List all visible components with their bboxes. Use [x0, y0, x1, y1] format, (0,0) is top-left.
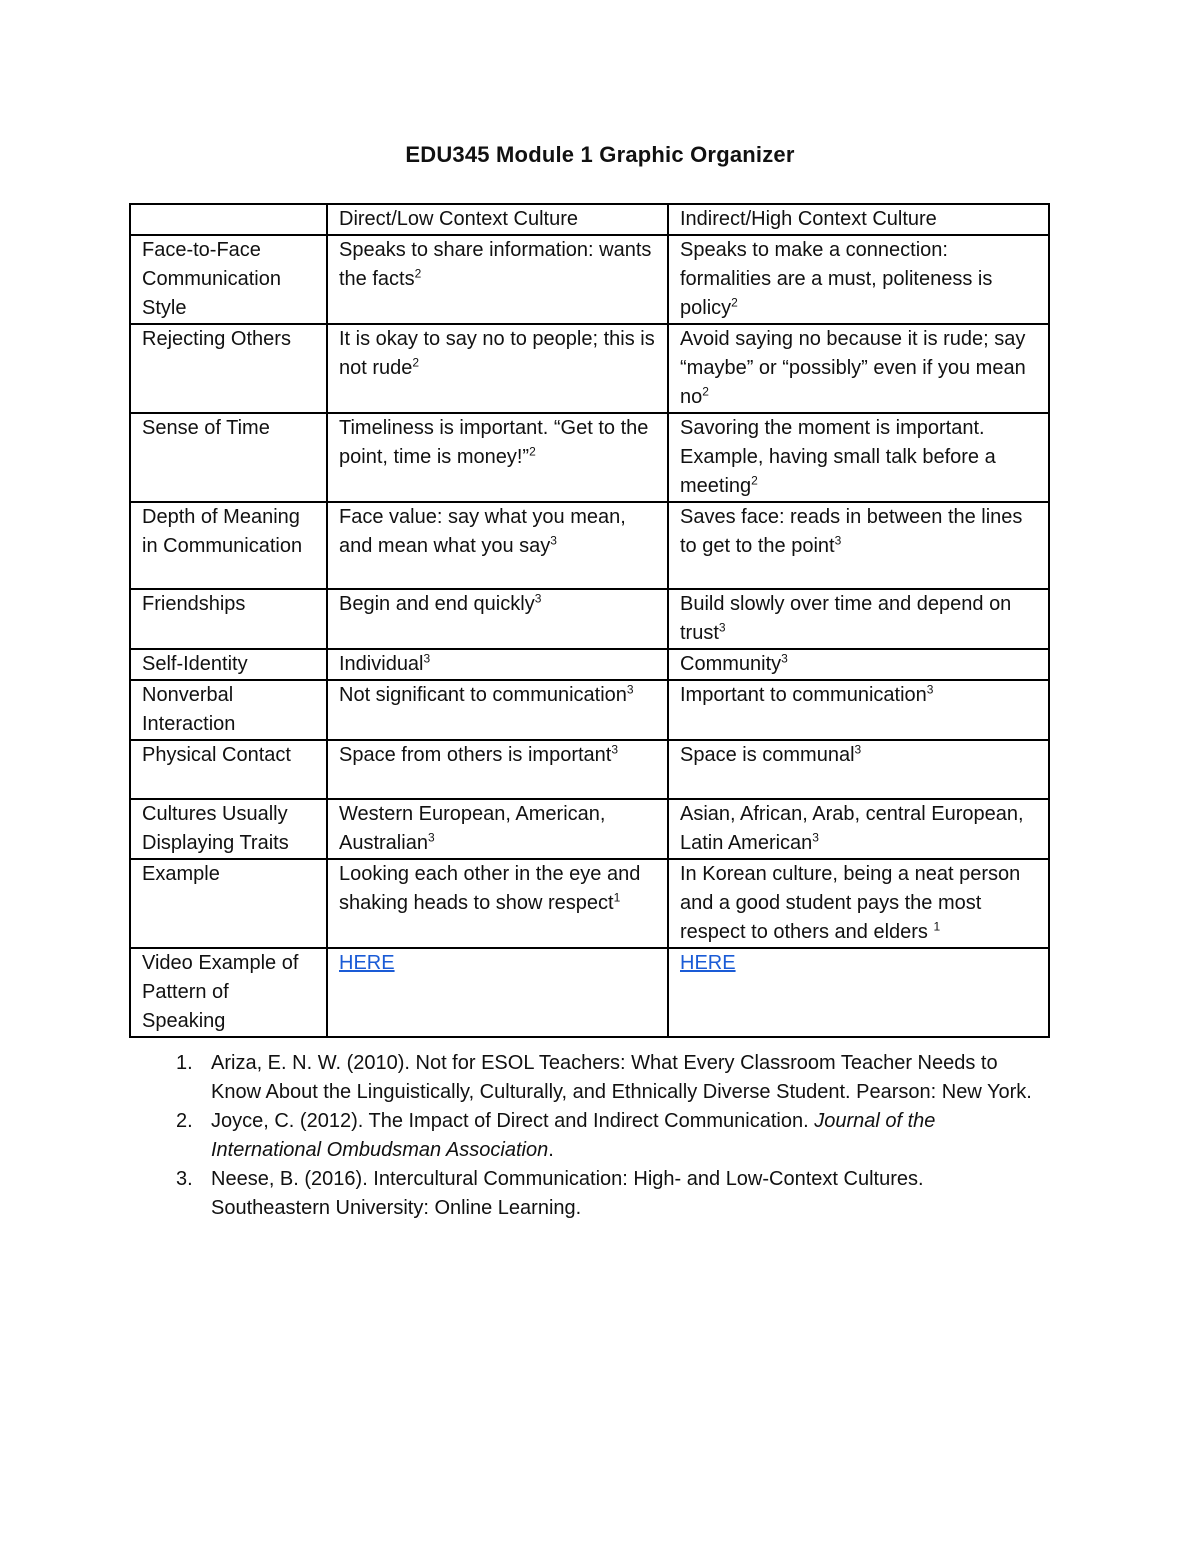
footnote-ref: 3 [427, 830, 435, 845]
footnote-ref: 3 [781, 651, 788, 666]
table-row [130, 948, 1049, 1037]
header-cell-indirect: Indirect/High Context Culture [668, 204, 1049, 235]
table-row [130, 502, 1049, 589]
indirect-cell: Speaks to make a connection: formalities are a must, politeness is policy$^2$ [668, 235, 1049, 324]
indirect-cell: In Korean culture, being a neat person and a good student pays the most respect to others and elders $^1$ [668, 859, 1049, 948]
indirect-cell: Important to communication$^3$ [668, 680, 1049, 740]
direct-cell: Individual$^3$ [327, 649, 668, 680]
table-row [130, 680, 1049, 740]
reference-number: 1. [176, 1052, 193, 1074]
footnote-ref: 3 [423, 651, 431, 666]
reference-text: Neese, B. (2016). Intercultural Communication: High- and Low-Context Cultures. Southeastern University: Online Learning. [211, 1168, 924, 1219]
row-label: Face-to-Face Communication Style [130, 235, 327, 324]
direct-cell: Speaks to share information: wants the facts$^2$ [327, 235, 668, 324]
table-row [130, 859, 1049, 948]
table-row [130, 649, 1049, 680]
direct-cell: Timeliness is important. “Get to the point, time is money!”$^2$ [327, 413, 668, 502]
graphic-organizer-table [129, 203, 1050, 1038]
indirect-cell: Community$^3$ [668, 649, 1049, 680]
table-row [130, 740, 1049, 799]
row-label: Sense of Time [130, 413, 327, 502]
footnote-ref: 2 [412, 355, 420, 370]
footnote-ref: 3 [718, 620, 726, 635]
indirect-cell: Avoid saying no because it is rude; say “maybe” or “possibly” even if you mean $no^2$ [668, 324, 1049, 413]
row-label: Self-Identity [130, 649, 327, 680]
table-header-row [130, 204, 1049, 235]
indirect-cell [668, 948, 1049, 1037]
footnote-ref: 2 [751, 473, 758, 488]
table-row [130, 589, 1049, 649]
row-label: Video Example of Pattern of Speaking [130, 948, 327, 1037]
footnote-ref: 2 [529, 444, 536, 459]
direct-cell: Looking each other in the eye and shaking heads to show respect$^1$ [327, 859, 668, 948]
indirect-cell: Build slowly over time and depend on trust$^3$ [668, 589, 1049, 649]
footnote-ref: 3 [854, 742, 862, 757]
direct-cell: Space from others is important$^3$ [327, 740, 668, 799]
footnote-ref: 3 [926, 682, 934, 697]
direct-cell: It is okay to say no to people; this is not rude$^2$ [327, 324, 668, 413]
reference-number: 3. [176, 1168, 193, 1190]
direct-cell: Begin and end quickly$^3$ [327, 589, 668, 649]
direct-cell: Western European, American, Australian$^3$ [327, 799, 668, 859]
table-row [130, 324, 1049, 413]
reference-item [172, 1165, 1042, 1223]
footnote-ref: 1 [613, 890, 621, 905]
reference-item [172, 1049, 1042, 1107]
header-cell-empty [130, 204, 327, 235]
row-label: Rejecting Others [130, 324, 327, 413]
indirect-cell: Savoring the moment is important. Example, having small talk before a meeting$^2$ [668, 413, 1049, 502]
footnote-ref: 3 [534, 591, 542, 606]
indirect-cell: Saves face: reads in between the lines to get to the point$^3$ [668, 502, 1049, 589]
row-label: Example [130, 859, 327, 948]
reference-number: 2. [176, 1110, 193, 1132]
footnote-ref: 2 [731, 295, 738, 310]
header-cell-direct: Direct/Low Context Culture [327, 204, 668, 235]
footnote-ref: 3 [834, 533, 842, 548]
footnote-ref: 3 [611, 742, 619, 757]
footnote-ref: 2 [414, 266, 422, 281]
reference-journal: Journal of the International Ombudsman Association [211, 1110, 936, 1161]
row-label: Depth of Meaning in Communication [130, 502, 327, 589]
indirect-cell: Space is communal$^3$ [668, 740, 1049, 799]
row-label: Cultures Usually Displaying Traits [130, 799, 327, 859]
row-label: Physical Contact [130, 740, 327, 799]
indirect-cell: Asian, African, Arab, central European, Latin American$^3$ [668, 799, 1049, 859]
reference-text: Joyce, C. (2012). The Impact of Direct and Indirect Communication. [211, 1110, 809, 1132]
table-row [130, 235, 1049, 324]
table-row [130, 799, 1049, 859]
row-label: Nonverbal Interaction [130, 680, 327, 740]
footnote-ref: 3 [812, 830, 819, 845]
page-title: EDU345 Module 1 Graphic Organizer [405, 142, 795, 167]
indirect-video-link[interactable]: HERE [680, 952, 736, 974]
references-list [172, 1049, 1042, 1223]
footnote-ref: 1 [933, 919, 941, 934]
direct-cell: Not significant to communication$^3$ [327, 680, 668, 740]
row-label: Friendships [130, 589, 327, 649]
reference-text: Ariza, E. N. W. (2010). Not for ESOL Teachers: What Every Classroom Teacher Needs to Know About the Linguistically, Culturally, and Ethnically Diverse Student. Pearson: New York. [211, 1052, 1032, 1103]
reference-end: . [548, 1139, 554, 1161]
footnote-ref: 3 [626, 682, 634, 697]
footnote-ref: 3 [550, 533, 557, 548]
direct-cell [327, 948, 668, 1037]
direct-video-link[interactable]: HERE [339, 952, 395, 974]
footnote-ref: 2 [702, 384, 709, 399]
table-row [130, 413, 1049, 502]
direct-cell: Face value: say what you mean, and mean what you say$^3$ [327, 502, 668, 589]
reference-item [172, 1107, 1042, 1165]
